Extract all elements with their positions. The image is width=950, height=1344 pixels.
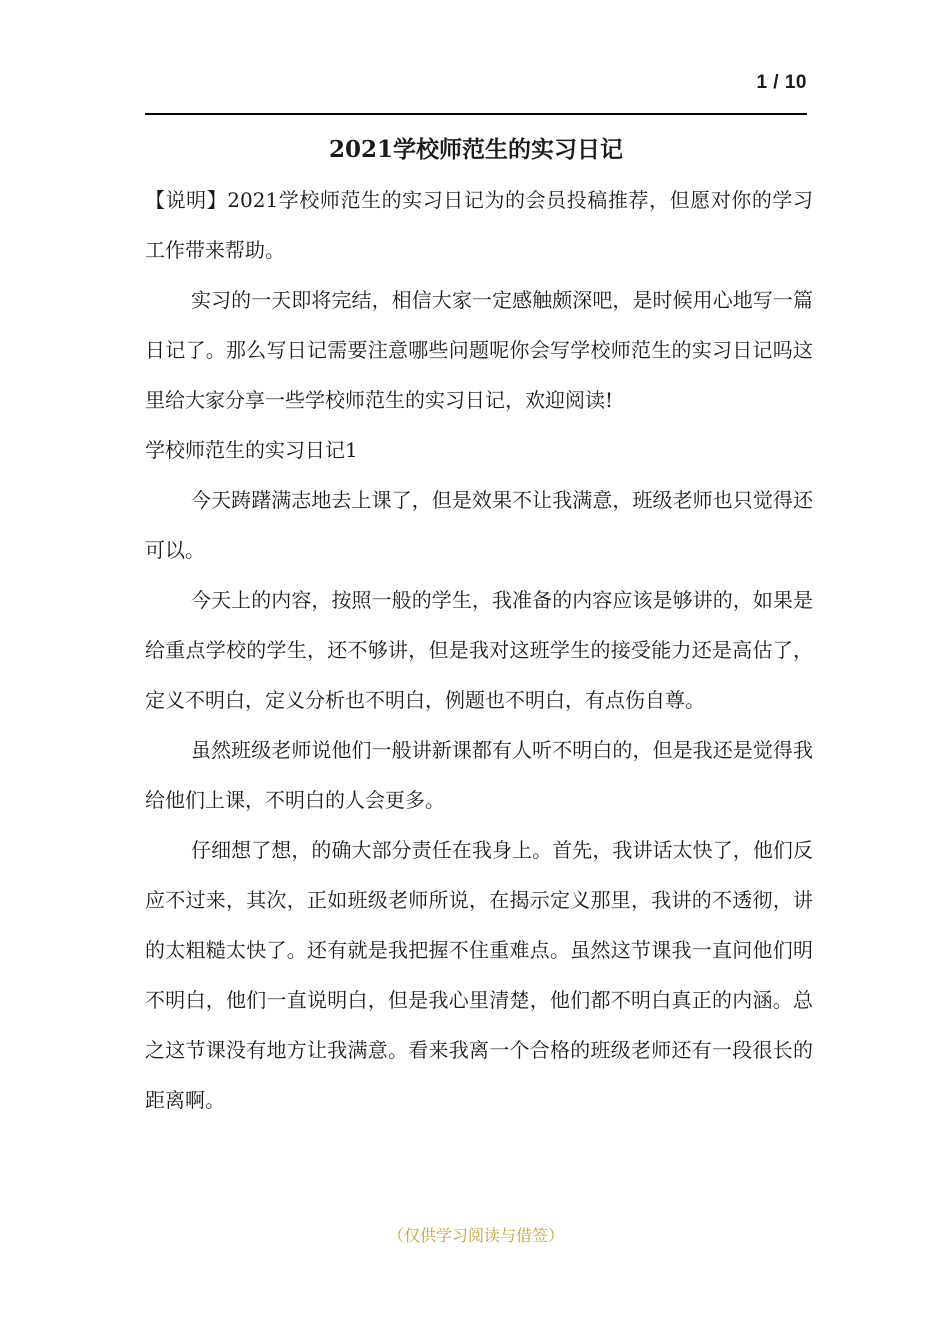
paragraph: 虽然班级老师说他们一般讲新课都有人听不明白的，但是我还是觉得我给他们上课，不明白的人会更多。 xyxy=(145,738,813,812)
header-divider xyxy=(145,113,807,115)
page-indicator: 1 / 10 xyxy=(756,72,807,93)
section-heading: 学校师范生的实习日记1 xyxy=(145,438,358,462)
paragraph: 今天踌躇满志地去上课了，但是效果不让我满意，班级老师也只觉得还可以。 xyxy=(145,488,813,562)
paragraph: 今天上的内容，按照一般的学生，我准备的内容应该是够讲的，如果是给重点学校的学生，还不够讲，但是我对这班学生的接受能力还是高估了，定义不明白，定义分析也不明白，例题也不明白，有点伤自尊。 xyxy=(145,588,813,712)
paragraph-intro: 实习的一天即将完结，相信大家一定感触颇深吧，是时候用心地写一篇日记了。那么写日记需要注意哪些问题呢你会写学校师范生的实习日记吗这里给大家分享一些学校师范生的实习日记，欢迎阅读! xyxy=(145,288,813,412)
paragraph: 仔细想了想，的确大部分责任在我身上。首先，我讲话太快了，他们反应不过来，其次，正如班级老师所说，在揭示定义那里，我讲的不透彻，讲的太粗糙太快了。还有就是我把握不住重难点。虽然这节课我一直问他们明不明白，他们一直说明白，但是我心里清楚，他们都不明白真正的内涵。总之这节课没有地方让我满意。看来我离一个合格的班级老师还有一段很长的距离啊。 xyxy=(145,838,813,1112)
paragraph-description: 【说明】2021学校师范生的实习日记为的会员投稿推荐，但愿对你的学习工作带来帮助。 xyxy=(145,188,813,262)
footer-note: （仅供学习阅读与借签） xyxy=(387,1226,564,1245)
document-title: 2021学校师范生的实习日记 xyxy=(328,136,623,163)
document-body xyxy=(145,175,813,1125)
